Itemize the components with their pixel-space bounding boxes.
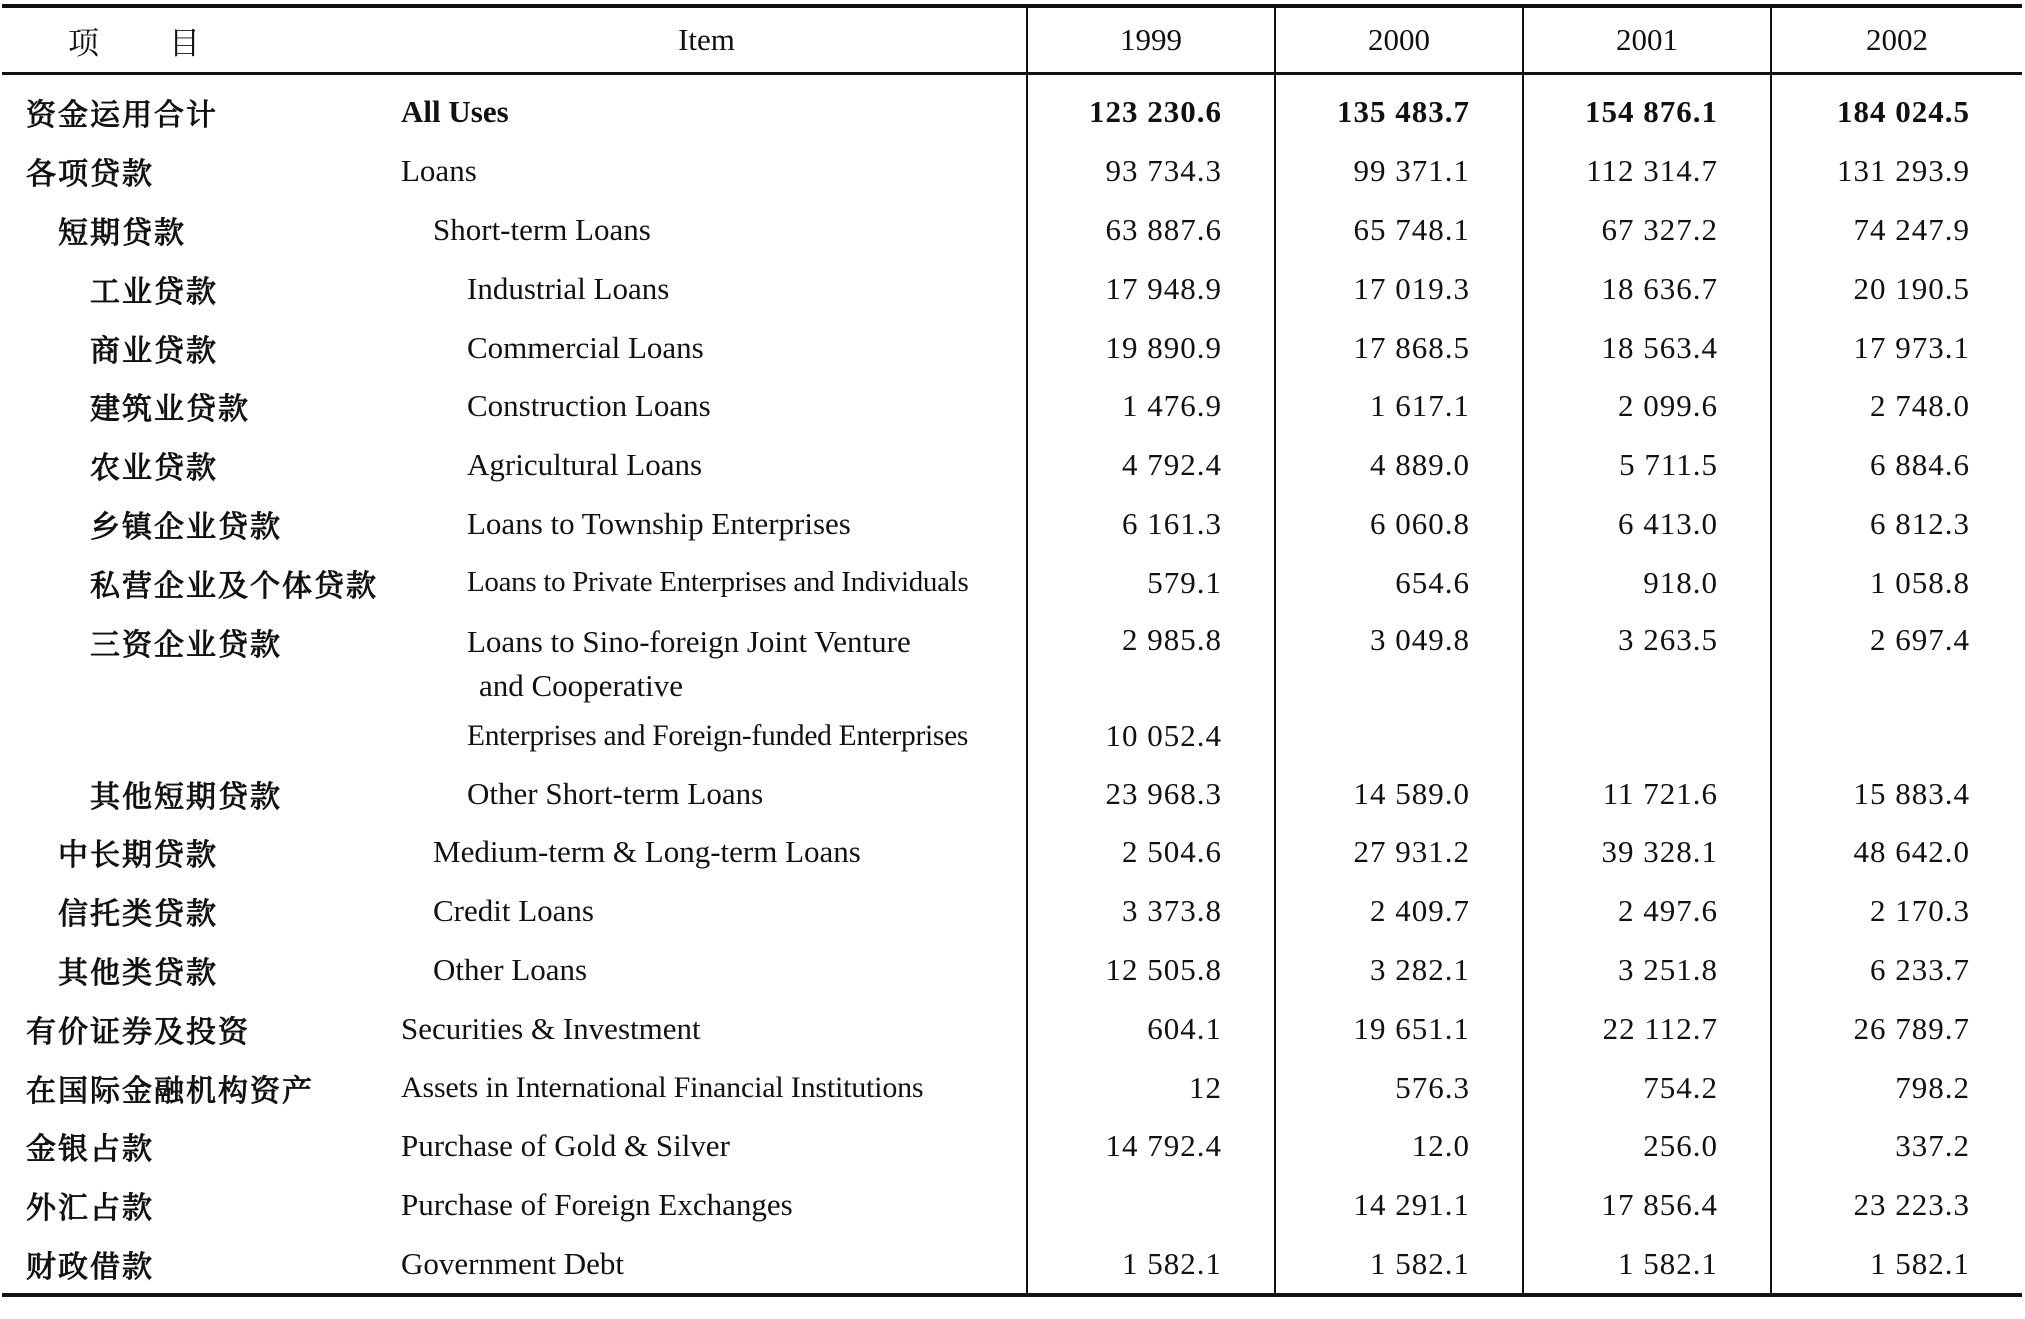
table-row [2, 74, 2022, 142]
cell-2001: 2 497.6 [1523, 882, 1771, 941]
cell-2002: 798.2 [1771, 1058, 2022, 1117]
cell-2001: 3 263.5 [1523, 612, 1771, 708]
cell-2001: 22 112.7 [1523, 999, 1771, 1058]
cell-2001: 18 563.4 [1523, 318, 1771, 377]
cell-2001: 18 636.7 [1523, 259, 1771, 318]
cell-2000: 1 582.1 [1275, 1235, 1523, 1296]
row-label-en: Agricultural Loans [467, 447, 703, 483]
table-row [2, 823, 2022, 882]
row-label-cn [2, 708, 387, 764]
row-label-cn: 建筑业贷款 [90, 392, 250, 428]
cell-2001: 2 099.6 [1523, 377, 1771, 436]
table-row [2, 318, 2022, 377]
table-row [2, 377, 2022, 436]
cell-2002: 131 293.9 [1771, 142, 2022, 201]
table-row [2, 764, 2022, 823]
cell-2002: 1 582.1 [1771, 1235, 2022, 1296]
cell-2000: 1 617.1 [1275, 377, 1523, 436]
row-label-en: Purchase of Gold & Silver [401, 1128, 730, 1164]
header-item-en: Item [387, 6, 1027, 74]
header-row [2, 6, 2022, 74]
cell-2000: 3 282.1 [1275, 941, 1523, 1000]
table-row [2, 708, 2022, 764]
table-row [2, 882, 2022, 941]
cell-2000: 17 019.3 [1275, 259, 1523, 318]
cell-2000: 2 409.7 [1275, 882, 1523, 941]
row-label-cn: 其他短期贷款 [90, 779, 282, 815]
row-label-en: Assets in International Financial Institutions [401, 1070, 924, 1104]
header-year-2001: 2001 [1523, 6, 1771, 74]
cell-2002: 1 058.8 [1771, 553, 2022, 612]
cell-2000: 99 371.1 [1275, 142, 1523, 201]
row-label-cn: 三资企业贷款 [90, 628, 282, 664]
cell-2001: 754.2 [1523, 1058, 1771, 1117]
table-row [2, 553, 2022, 612]
cell-1999: 19 890.9 [1027, 318, 1275, 377]
row-label-cn: 有价证券及投资 [26, 1014, 250, 1050]
table-row [2, 999, 2022, 1058]
cell-2000: 4 889.0 [1275, 436, 1523, 495]
row-label-cn: 商业贷款 [90, 333, 218, 369]
cell-1999: 12 505.8 [1027, 941, 1275, 1000]
cell-2002: 337.2 [1771, 1117, 2022, 1176]
header-item-cn: 项 目 [2, 6, 387, 74]
table-row [2, 941, 2022, 1000]
row-label-en: Short-term Loans [433, 211, 651, 247]
row-label-en: All Uses [401, 94, 509, 130]
row-label-en: Government Debt [401, 1245, 624, 1281]
cell-2000: 27 931.2 [1275, 823, 1523, 882]
cell-2002: 26 789.7 [1771, 999, 2022, 1058]
cell-2001: 1 582.1 [1523, 1235, 1771, 1296]
table-row [2, 436, 2022, 495]
row-label-cn: 短期贷款 [58, 215, 186, 251]
cell-1999: 63 887.6 [1027, 201, 1275, 260]
table-row [2, 1058, 2022, 1117]
cell-2000: 3 049.8 [1275, 612, 1523, 708]
cell-1999: 14 792.4 [1027, 1117, 1275, 1176]
cell-1999: 1 582.1 [1027, 1235, 1275, 1296]
cell-2001: 67 327.2 [1523, 201, 1771, 260]
cell-2000: 12.0 [1275, 1117, 1523, 1176]
cell-2002: 184 024.5 [1771, 74, 2022, 142]
row-label-cn: 外汇占款 [26, 1191, 154, 1227]
cell-2002: 2 697.4 [1771, 612, 2022, 708]
cell-2002: 23 223.3 [1771, 1176, 2022, 1235]
cell-2002: 74 247.9 [1771, 201, 2022, 260]
cell-2002: 2 170.3 [1771, 882, 2022, 941]
table-row [2, 612, 2022, 708]
row-label-cn: 乡镇企业贷款 [90, 509, 282, 545]
cell-1999: 23 968.3 [1027, 764, 1275, 823]
cell-2001: 154 876.1 [1523, 74, 1771, 142]
cell-2002: 6 233.7 [1771, 941, 2022, 1000]
cell-2002: 6 884.6 [1771, 436, 2022, 495]
header-year-2000: 2000 [1275, 6, 1523, 74]
cell-2000: 14 589.0 [1275, 764, 1523, 823]
cell-2001: 39 328.1 [1523, 823, 1771, 882]
financial-uses-table [2, 4, 2022, 1297]
table-row [2, 495, 2022, 554]
cell-1999 [1027, 1176, 1275, 1235]
row-label-cn: 在国际金融机构资产 [26, 1073, 314, 1109]
cell-2002: 2 748.0 [1771, 377, 2022, 436]
row-label-cn: 其他类贷款 [58, 955, 218, 991]
cell-2001: 918.0 [1523, 553, 1771, 612]
cell-2001: 3 251.8 [1523, 941, 1771, 1000]
cell-2001: 6 413.0 [1523, 495, 1771, 554]
cell-2000: 14 291.1 [1275, 1176, 1523, 1235]
cell-1999: 4 792.4 [1027, 436, 1275, 495]
table-row [2, 1235, 2022, 1296]
cell-2002: 48 642.0 [1771, 823, 2022, 882]
row-label-en: Securities & Investment [401, 1010, 701, 1046]
cell-2002: 6 812.3 [1771, 495, 2022, 554]
table-row [2, 142, 2022, 201]
row-label-en: Commercial Loans [467, 329, 704, 365]
row-label-cn: 信托类贷款 [58, 897, 218, 933]
cell-1999: 10 052.4 [1027, 708, 1275, 764]
row-label-en: Construction Loans [467, 388, 711, 424]
cell-1999: 93 734.3 [1027, 142, 1275, 201]
cell-2001 [1523, 708, 1771, 764]
cell-2000: 576.3 [1275, 1058, 1523, 1117]
cell-2002: 17 973.1 [1771, 318, 2022, 377]
cell-2000: 654.6 [1275, 553, 1523, 612]
row-label-en: Medium-term & Long-term Loans [433, 834, 861, 870]
row-label-en: Loans to Township Enterprises [467, 505, 851, 541]
header-year-2002: 2002 [1771, 6, 2022, 74]
cell-1999: 17 948.9 [1027, 259, 1275, 318]
row-label-en [387, 612, 1027, 708]
cell-1999: 1 476.9 [1027, 377, 1275, 436]
cell-1999: 12 [1027, 1058, 1275, 1117]
cell-2001: 17 856.4 [1523, 1176, 1771, 1235]
cell-2000: 135 483.7 [1275, 74, 1523, 142]
cell-1999: 6 161.3 [1027, 495, 1275, 554]
cell-2000: 19 651.1 [1275, 999, 1523, 1058]
row-label-en-line-1: Loans to Sino-foreign Joint Venture [467, 624, 911, 660]
row-label-cn: 资金运用合计 [26, 98, 218, 134]
cell-1999: 2 985.8 [1027, 612, 1275, 708]
cell-1999: 2 504.6 [1027, 823, 1275, 882]
cell-2000: 6 060.8 [1275, 495, 1523, 554]
cell-2001: 11 721.6 [1523, 764, 1771, 823]
cell-1999: 579.1 [1027, 553, 1275, 612]
row-label-en: Industrial Loans [467, 270, 670, 306]
cell-2000: 17 868.5 [1275, 318, 1523, 377]
cell-2002: 20 190.5 [1771, 259, 2022, 318]
cell-1999: 123 230.6 [1027, 74, 1275, 142]
cell-2001: 5 711.5 [1523, 436, 1771, 495]
row-label-cn: 私营企业及个体贷款 [90, 568, 378, 604]
cell-1999: 3 373.8 [1027, 882, 1275, 941]
cell-2000 [1275, 708, 1523, 764]
table-row [2, 201, 2022, 260]
header-year-1999: 1999 [1027, 6, 1275, 74]
table-row [2, 259, 2022, 318]
row-label-cn: 各项贷款 [26, 157, 154, 193]
cell-2000: 65 748.1 [1275, 201, 1523, 260]
row-label-en: Loans to Private Enterprises and Individuals [467, 566, 969, 599]
cell-2002: 15 883.4 [1771, 764, 2022, 823]
cell-2002 [1771, 708, 2022, 764]
table-row [2, 1176, 2022, 1235]
row-label-cn: 财政借款 [26, 1249, 154, 1285]
cell-2001: 256.0 [1523, 1117, 1771, 1176]
row-label-en: Other Short-term Loans [467, 775, 764, 811]
row-label-en: Enterprises and Foreign-funded Enterprises [467, 719, 969, 752]
row-label-en: Credit Loans [433, 893, 594, 929]
row-label-cn: 工业贷款 [90, 274, 218, 310]
row-label-en: Purchase of Foreign Exchanges [401, 1187, 793, 1223]
cell-2001: 112 314.7 [1523, 142, 1771, 201]
row-label-en: Loans [401, 153, 477, 189]
row-label-cn: 金银占款 [26, 1132, 154, 1168]
row-label-en-line-2: and Cooperative [479, 668, 684, 704]
row-label-en: Other Loans [433, 951, 588, 987]
cell-1999: 604.1 [1027, 999, 1275, 1058]
row-label-cn: 农业贷款 [90, 451, 218, 487]
table-row [2, 1117, 2022, 1176]
row-label-cn: 中长期贷款 [58, 838, 218, 874]
